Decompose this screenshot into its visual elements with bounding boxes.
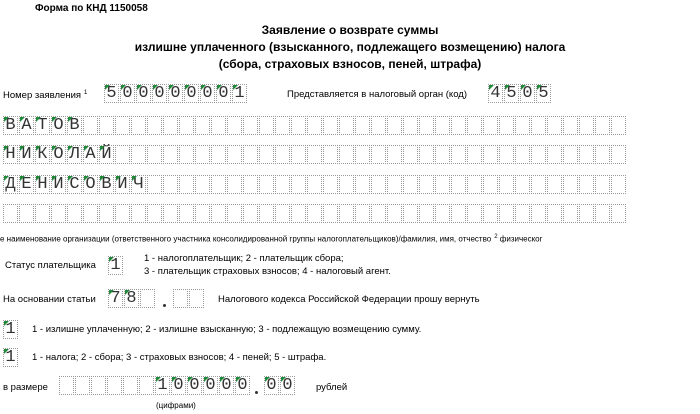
char-cell[interactable] [115,116,130,135]
char-cell[interactable] [403,116,418,135]
char-cell[interactable] [579,145,594,164]
char-cell[interactable] [595,145,610,164]
char-cell[interactable] [611,204,626,223]
char-cell[interactable]: 0 [280,376,295,395]
char-cell[interactable] [163,175,178,194]
char-cell[interactable]: 0 [184,84,199,103]
char-cell[interactable]: Й [99,145,114,164]
char-cell[interactable] [163,145,178,164]
char-cell[interactable] [179,204,194,223]
char-cell[interactable] [419,116,434,135]
char-cell[interactable]: 0 [203,376,218,395]
amount-rubles-field[interactable] [59,376,251,395]
tax-authority-label: Представляется в налоговый орган (код) [287,89,467,100]
article-separator-dot [163,304,166,307]
char-cell[interactable] [547,175,562,194]
article-text: Налогового кодекса Российской Федерации прошу вернуть [218,294,480,305]
form-title-line-1: Заявление о возврате суммы [261,23,439,37]
char-cell[interactable] [275,116,290,135]
char-cell[interactable] [483,116,498,135]
name-row-1[interactable] [3,116,627,135]
char-cell[interactable]: В [67,116,82,135]
char-cell[interactable]: 0 [200,84,215,103]
char-cell[interactable] [275,145,290,164]
name-row-4[interactable] [3,204,627,223]
char-cell[interactable]: 0 [187,376,202,395]
char-cell[interactable] [611,145,626,164]
char-cell[interactable]: Н [3,145,18,164]
char-cell[interactable] [435,175,450,194]
char-cell[interactable] [371,116,386,135]
char-cell[interactable] [595,175,610,194]
char-cell[interactable] [67,204,82,223]
amount-caption: (цифрами) [156,401,196,410]
char-cell[interactable]: 5 [504,84,519,103]
char-cell[interactable]: Ч [131,175,146,194]
char-cell[interactable] [419,145,434,164]
char-cell[interactable] [211,175,226,194]
char-cell[interactable]: С [67,175,82,194]
char-cell[interactable]: 0 [120,84,135,103]
char-cell[interactable] [131,116,146,135]
application-number-label: Номер заявления $^1$ [3,90,88,102]
char-cell[interactable]: 8 [124,289,139,308]
char-cell[interactable] [435,145,450,164]
char-cell[interactable] [563,116,578,135]
char-cell[interactable] [355,175,370,194]
char-cell[interactable]: Т [35,116,50,135]
char-cell[interactable] [259,175,274,194]
char-cell[interactable] [19,204,34,223]
char-cell[interactable] [467,175,482,194]
char-cell[interactable]: О [51,145,66,164]
char-cell[interactable]: 7 [108,289,123,308]
char-cell[interactable] [531,145,546,164]
char-cell[interactable]: 4 [488,84,503,103]
name-caption: е наименование организации (ответственного участника консолидированной группы налогоплательщиков)/фамилия, имя, отчество $^2$ физическог [0,234,543,244]
char-cell[interactable] [227,145,242,164]
char-cell[interactable] [291,145,306,164]
char-cell[interactable] [387,116,402,135]
char-cell[interactable] [435,116,450,135]
char-cell[interactable]: 5 [536,84,551,103]
payer-status-options-line-1: 1 - налогоплательщик; 2 - плательщик сбора; [144,253,344,264]
char-cell[interactable] [275,204,290,223]
char-cell[interactable] [123,376,138,395]
char-cell[interactable] [243,116,258,135]
char-cell[interactable]: 0 [152,84,167,103]
char-cell[interactable] [195,116,210,135]
char-cell[interactable] [227,204,242,223]
char-cell[interactable] [211,116,226,135]
char-cell[interactable] [3,204,18,223]
char-cell[interactable] [131,145,146,164]
char-cell[interactable]: 0 [168,84,183,103]
char-cell[interactable] [83,204,98,223]
char-cell[interactable]: О [83,175,98,194]
char-cell[interactable] [499,145,514,164]
char-cell[interactable] [275,175,290,194]
char-cell[interactable] [563,145,578,164]
char-cell[interactable]: 5 [104,84,119,103]
application-number-field[interactable] [104,84,248,103]
char-cell[interactable] [179,145,194,164]
char-cell[interactable] [595,204,610,223]
char-cell[interactable] [339,116,354,135]
char-cell[interactable] [140,289,155,308]
form-title-line-3: (сбора, страховых взносов, пеней, штрафа) [218,57,482,71]
char-cell[interactable] [99,116,114,135]
payment-type-field[interactable] [3,348,19,367]
char-cell[interactable] [163,116,178,135]
char-cell[interactable] [499,204,514,223]
char-cell[interactable] [371,175,386,194]
char-cell[interactable] [139,376,154,395]
char-cell[interactable] [147,145,162,164]
char-cell[interactable] [179,175,194,194]
char-cell[interactable] [339,175,354,194]
char-cell[interactable] [75,376,90,395]
char-cell[interactable] [131,204,146,223]
char-cell[interactable]: Л [67,145,82,164]
char-cell[interactable]: 1 [3,348,18,367]
char-cell[interactable] [227,116,242,135]
refund-type-options: 1 - излишне уплаченную; 2 - излишне взысканную; 3 - подлежащую возмещению сумму. [32,324,422,335]
char-cell[interactable] [59,376,74,395]
char-cell[interactable] [195,175,210,194]
char-cell[interactable] [371,204,386,223]
char-cell[interactable] [451,116,466,135]
char-cell[interactable]: О [51,116,66,135]
char-cell[interactable] [227,175,242,194]
char-cell[interactable] [515,204,530,223]
char-cell[interactable] [355,145,370,164]
char-cell[interactable] [259,204,274,223]
char-cell[interactable] [115,145,130,164]
char-cell[interactable] [499,116,514,135]
char-cell[interactable]: В [99,175,114,194]
char-cell[interactable] [483,145,498,164]
char-cell[interactable]: 1 [155,376,170,395]
char-cell[interactable] [243,145,258,164]
char-cell[interactable] [595,116,610,135]
char-cell[interactable] [147,204,162,223]
char-cell[interactable] [107,376,122,395]
char-cell[interactable] [211,204,226,223]
char-cell[interactable]: К [35,145,50,164]
char-cell[interactable]: 1 [232,84,247,103]
char-cell[interactable] [451,145,466,164]
payer-status-label: Статус плательщика [5,260,96,271]
char-cell[interactable] [371,145,386,164]
char-cell[interactable] [387,145,402,164]
char-cell[interactable] [195,145,210,164]
char-cell[interactable] [579,175,594,194]
char-cell[interactable] [531,175,546,194]
char-cell[interactable] [355,204,370,223]
char-cell[interactable] [547,116,562,135]
char-cell[interactable] [531,116,546,135]
char-cell[interactable] [515,116,530,135]
article-number-field[interactable] [108,289,156,308]
char-cell[interactable]: 0 [520,84,535,103]
char-cell[interactable] [147,116,162,135]
char-cell[interactable] [51,204,66,223]
char-cell[interactable] [355,116,370,135]
char-cell[interactable]: А [19,116,34,135]
amount-label: в размере [3,382,48,393]
article-label: На основании статьи [3,294,96,305]
char-cell[interactable] [579,204,594,223]
amount-decimal-dot [255,391,258,394]
char-cell[interactable] [35,204,50,223]
refund-type-field[interactable] [3,320,19,339]
char-cell[interactable] [387,204,402,223]
char-cell[interactable] [611,175,626,194]
char-cell[interactable] [323,145,338,164]
char-cell[interactable] [291,204,306,223]
char-cell[interactable] [323,204,338,223]
char-cell[interactable]: 0 [235,376,250,395]
char-cell[interactable] [515,175,530,194]
char-cell[interactable] [339,145,354,164]
char-cell[interactable] [483,204,498,223]
char-cell[interactable] [403,145,418,164]
char-cell[interactable] [91,376,106,395]
char-cell[interactable] [259,145,274,164]
name-row-2[interactable] [3,145,627,164]
payer-status-field[interactable] [108,256,124,275]
char-cell[interactable] [339,204,354,223]
char-cell[interactable] [403,204,418,223]
char-cell[interactable] [467,145,482,164]
char-cell[interactable] [179,116,194,135]
char-cell[interactable] [419,175,434,194]
char-cell[interactable]: 0 [264,376,279,395]
char-cell[interactable] [195,204,210,223]
form-title-line-2: излишне уплаченного (взысканного, подлежащего возмещению) налога [134,40,566,54]
char-cell[interactable] [563,204,578,223]
char-cell[interactable] [403,175,418,194]
char-cell[interactable] [563,175,578,194]
char-cell[interactable] [419,204,434,223]
char-cell[interactable] [451,175,466,194]
amount-currency: рублей [316,382,348,393]
char-cell[interactable] [147,175,162,194]
char-cell[interactable] [307,175,322,194]
char-cell[interactable] [163,204,178,223]
char-cell[interactable]: Н [35,175,50,194]
char-cell[interactable] [259,116,274,135]
char-cell[interactable] [323,175,338,194]
char-cell[interactable]: И [51,175,66,194]
char-cell[interactable] [211,145,226,164]
char-cell[interactable] [451,204,466,223]
char-cell[interactable] [173,289,188,308]
char-cell[interactable] [467,116,482,135]
char-cell[interactable] [115,204,130,223]
tax-authority-code-field[interactable] [488,84,552,103]
payer-status-options-line-2: 3 - плательщик страховых взносов; 4 - налоговый агент. [144,266,391,277]
char-cell[interactable]: 1 [3,320,18,339]
char-cell[interactable] [387,175,402,194]
payment-type-options: 1 - налога; 2 - сбора; 3 - страховых взносов; 4 - пеней; 5 - штрафа. [32,352,327,363]
char-cell[interactable] [579,116,594,135]
char-cell[interactable] [189,289,204,308]
char-cell[interactable] [307,116,322,135]
char-cell[interactable]: 0 [136,84,151,103]
char-cell[interactable]: Д [3,175,18,194]
char-cell[interactable] [291,116,306,135]
char-cell[interactable]: А [83,145,98,164]
form-code: Форма по КНД 1150058 [35,3,148,14]
char-cell[interactable] [99,204,114,223]
char-cell[interactable] [307,204,322,223]
char-cell[interactable]: 0 [219,376,234,395]
amount-kopecks-field[interactable] [264,376,296,395]
char-cell[interactable] [83,116,98,135]
char-cell[interactable] [611,116,626,135]
char-cell[interactable] [531,204,546,223]
char-cell[interactable]: 1 [108,256,123,275]
name-row-3[interactable] [3,175,627,194]
char-cell[interactable]: Е [19,175,34,194]
char-cell[interactable] [243,204,258,223]
char-cell[interactable]: И [115,175,130,194]
char-cell[interactable] [467,204,482,223]
char-cell[interactable]: И [19,145,34,164]
char-cell[interactable] [515,145,530,164]
char-cell[interactable] [499,175,514,194]
char-cell[interactable]: 0 [216,84,231,103]
char-cell[interactable]: В [3,116,18,135]
char-cell[interactable] [435,204,450,223]
char-cell[interactable] [291,175,306,194]
char-cell[interactable] [483,175,498,194]
char-cell[interactable] [323,116,338,135]
char-cell[interactable] [307,145,322,164]
article-subnumber-field[interactable] [173,289,205,308]
char-cell[interactable] [547,204,562,223]
char-cell[interactable]: 0 [171,376,186,395]
char-cell[interactable] [243,175,258,194]
char-cell[interactable] [547,145,562,164]
